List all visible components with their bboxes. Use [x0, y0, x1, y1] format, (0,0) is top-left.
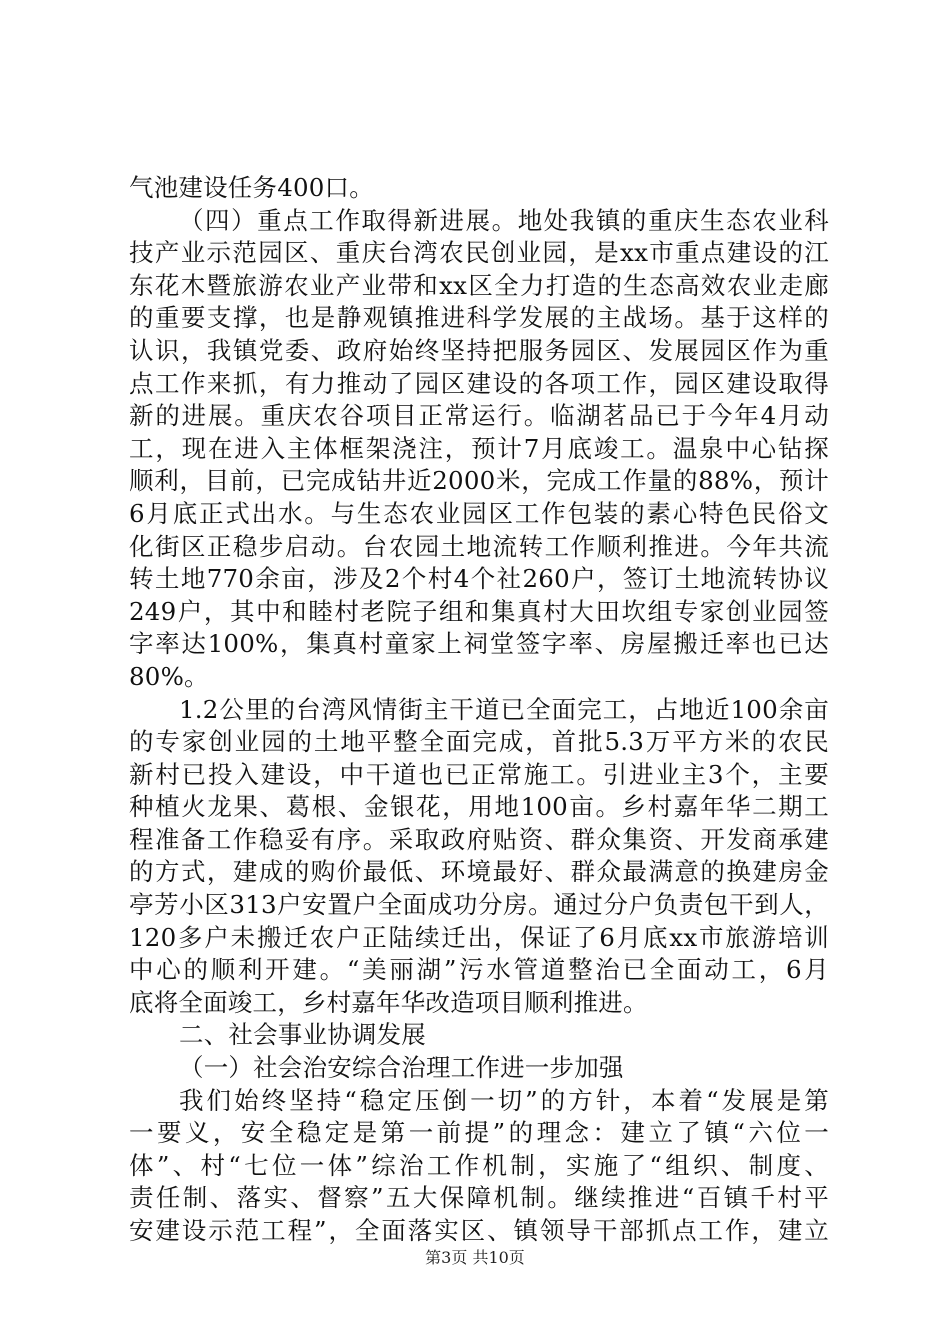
- text-line: 气池建设任务400口。: [129, 173, 374, 202]
- text-line: 6月底正式出水。与生态农业园区工作包装的素心特色民俗文: [129, 498, 829, 528]
- text-line: 249户，其中和睦村老院子组和集真村大田坎组专家创业园签: [129, 596, 829, 626]
- text-line: 中心的顺利开建。“美丽湖”污水管道整治已全面动工，6月: [129, 955, 829, 985]
- text-line: 种植火龙果、葛根、金银花，用地100亩。乡村嘉年华二期工: [129, 792, 829, 822]
- text-line: （一）社会治安综合治理工作进一步加强: [179, 1053, 624, 1083]
- text-line: 程准备工作稳妥有序。采取政府贴资、群众集资、开发商承建: [129, 824, 829, 854]
- text-line: 底将全面竣工，乡村嘉年华改造项目顺利推进。: [129, 987, 648, 1017]
- text-line: 二、社会事业协调发展: [179, 1020, 426, 1050]
- text-line: 技产业示范园区、重庆台湾农民创业园，是xx市重点建设的江: [129, 238, 829, 268]
- text-line: 1.2公里的台湾风情街主干道已全面完工，占地近100余亩: [179, 694, 829, 724]
- text-line: 120多户未搬迁农户正陆续迁出，保证了6月底xx市旅游培训: [129, 922, 829, 952]
- text-line: 新村已投入建设，中干道也已正常施工。引进业主3个，主要: [129, 759, 829, 789]
- text-line: 顺利，目前，已完成钻井近2000米，完成工作量的88%，预计: [129, 466, 829, 496]
- text-line: 一要义，安全稳定是第一前提”的理念：建立了镇“六位一: [129, 1118, 829, 1148]
- text-line: 我们始终坚持“稳定压倒一切”的方针，本着“发展是第: [179, 1085, 829, 1115]
- text-line: 亭芳小区313户安置户全面成功分房。通过分户负责包干到人，: [129, 890, 829, 920]
- text-line: 点工作来抓，有力推动了园区建设的各项工作，园区建设取得: [129, 368, 829, 398]
- text-line: 新的进展。重庆农谷项目正常运行。临湖茗品已于今年4月动: [129, 401, 829, 431]
- text-line: 东花木暨旅游农业产业带和xx区全力打造的生态高效农业走廊: [129, 270, 829, 300]
- page-footer: 第3页 共10页: [425, 1248, 525, 1267]
- text-line: 的专家创业园的土地平整全面完成，首批5.3万平方米的农民: [129, 727, 829, 757]
- text-line: 认识，我镇党委、政府始终坚持把服务园区、发展园区作为重: [129, 335, 829, 365]
- text-line: 体”、村“七位一体”综治工作机制，实施了“组织、制度、: [129, 1150, 829, 1180]
- text-line: 的重要支撑，也是静观镇推进科学发展的主战场。基于这样的: [129, 303, 829, 333]
- text-line: 责任制、落实、督察”五大保障机制。继续推进“百镇千村平: [129, 1183, 829, 1213]
- document-body: [129, 172, 829, 1248]
- text-line: 化街区正稳步启动。台农园土地流转工作顺利推进。今年共流: [129, 531, 829, 561]
- text-line: 80%。: [129, 661, 209, 691]
- text-line: 工，现在进入主体框架浇注，预计7月底竣工。温泉中心钻探: [129, 433, 829, 463]
- text-line: （四）重点工作取得新进展。地处我镇的重庆生态农业科: [179, 205, 829, 235]
- text-line: 转土地770余亩，涉及2个村4个社260户，签订土地流转协议: [129, 564, 829, 594]
- text-line: 字率达100%，集真村童家上祠堂签字率、房屋搬迁率也已达: [129, 629, 829, 659]
- text-line: 安建设示范工程”，全面落实区、镇领导干部抓点工作，建立: [129, 1216, 829, 1245]
- text-line: 的方式，建成的购价最低、环境最好、群众最满意的换建房金: [129, 857, 829, 887]
